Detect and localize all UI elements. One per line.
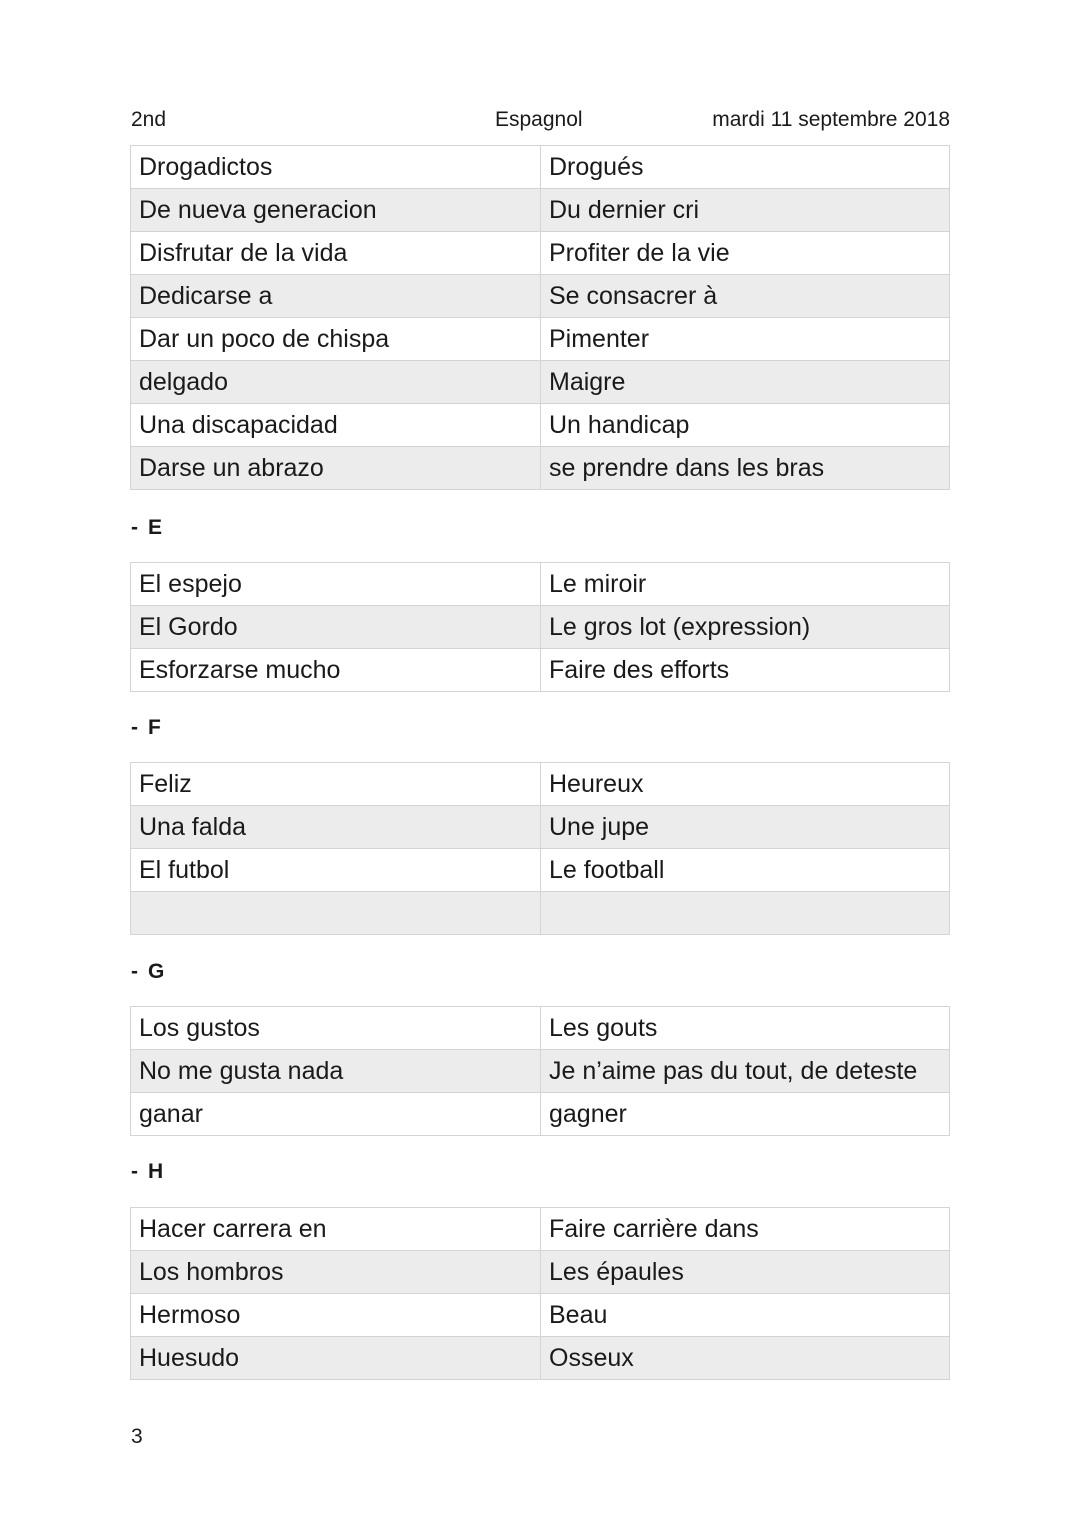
french-translation: Drogués	[541, 146, 950, 189]
table-row	[131, 1337, 950, 1380]
table-row	[131, 275, 950, 318]
spanish-term: El espejo	[131, 563, 541, 606]
spanish-term: ganar	[131, 1093, 541, 1136]
table-row	[131, 606, 950, 649]
section-heading-h	[131, 1160, 163, 1184]
spanish-term: El futbol	[131, 849, 541, 892]
table-row	[131, 849, 950, 892]
table-row	[131, 1251, 950, 1294]
page-number: 3	[131, 1425, 143, 1448]
subject-title: Espagnol	[495, 108, 583, 131]
section-heading-g	[131, 960, 164, 984]
table-row	[131, 1208, 950, 1251]
table-row	[131, 1294, 950, 1337]
spanish-term: Los hombros	[131, 1251, 541, 1294]
vocab-table-g	[130, 1006, 950, 1136]
spanish-term: Una falda	[131, 806, 541, 849]
table-row	[131, 806, 950, 849]
class-level: 2nd	[131, 108, 167, 131]
heading-dash: -	[131, 516, 138, 539]
table-row	[131, 189, 950, 232]
french-translation: Pimenter	[541, 318, 950, 361]
section-heading-f	[131, 716, 161, 740]
french-translation: Faire carrière dans	[541, 1208, 950, 1251]
spanish-term: Huesudo	[131, 1337, 541, 1380]
french-translation: Un handicap	[541, 404, 950, 447]
table-row	[131, 763, 950, 806]
vocab-table-h	[130, 1207, 950, 1380]
spanish-term: De nueva generacion	[131, 189, 541, 232]
heading-dash: -	[131, 1160, 138, 1183]
heading-dash: -	[131, 716, 138, 739]
french-translation: Beau	[541, 1294, 950, 1337]
french-translation: Heureux	[541, 763, 950, 806]
page-header	[131, 108, 950, 136]
french-translation: Les gouts	[541, 1007, 950, 1050]
french-translation: Maigre	[541, 361, 950, 404]
vocab-table-d	[130, 145, 950, 490]
french-translation: Le miroir	[541, 563, 950, 606]
section-letter: H	[148, 1160, 164, 1183]
spanish-term: delgado	[131, 361, 541, 404]
french-translation: Se consacrer à	[541, 275, 950, 318]
vocab-table-f	[130, 762, 950, 935]
french-translation: gagner	[541, 1093, 950, 1136]
table-row	[131, 232, 950, 275]
spanish-term: Dar un poco de chispa	[131, 318, 541, 361]
table-row	[131, 1050, 950, 1093]
spanish-term: El Gordo	[131, 606, 541, 649]
spanish-term: Darse un abrazo	[131, 447, 541, 490]
section-heading-e	[131, 516, 162, 540]
section-letter: E	[148, 516, 163, 539]
french-translation: Les épaules	[541, 1251, 950, 1294]
table-row	[131, 563, 950, 606]
french-translation: Une jupe	[541, 806, 950, 849]
table-row	[131, 447, 950, 490]
table-row	[131, 146, 950, 189]
date-label: mardi 11 septembre 2018	[712, 108, 950, 131]
spanish-term: Hacer carrera en	[131, 1208, 541, 1251]
table-row	[131, 892, 950, 935]
section-letter: G	[148, 960, 165, 983]
table-row	[131, 649, 950, 692]
table-row	[131, 361, 950, 404]
spanish-term: Esforzarse mucho	[131, 649, 541, 692]
french-translation: Le gros lot (expression)	[541, 606, 950, 649]
spanish-term: No me gusta nada	[131, 1050, 541, 1093]
french-translation	[541, 892, 950, 935]
spanish-term: Feliz	[131, 763, 541, 806]
vocab-table-e	[130, 562, 950, 692]
french-translation: se prendre dans les bras	[541, 447, 950, 490]
table-row	[131, 1007, 950, 1050]
table-row	[131, 318, 950, 361]
spanish-term: Los gustos	[131, 1007, 541, 1050]
heading-dash: -	[131, 960, 138, 983]
french-translation: Le football	[541, 849, 950, 892]
table-row	[131, 1093, 950, 1136]
spanish-term: Drogadictos	[131, 146, 541, 189]
french-translation: Profiter de la vie	[541, 232, 950, 275]
spanish-term: Hermoso	[131, 1294, 541, 1337]
section-letter: F	[148, 716, 161, 739]
spanish-term	[131, 892, 541, 935]
french-translation: Osseux	[541, 1337, 950, 1380]
table-row	[131, 404, 950, 447]
spanish-term: Disfrutar de la vida	[131, 232, 541, 275]
french-translation: Faire des efforts	[541, 649, 950, 692]
spanish-term: Una discapacidad	[131, 404, 541, 447]
french-translation: Du dernier cri	[541, 189, 950, 232]
french-translation: Je n’aime pas du tout, de deteste	[541, 1050, 950, 1093]
spanish-term: Dedicarse a	[131, 275, 541, 318]
